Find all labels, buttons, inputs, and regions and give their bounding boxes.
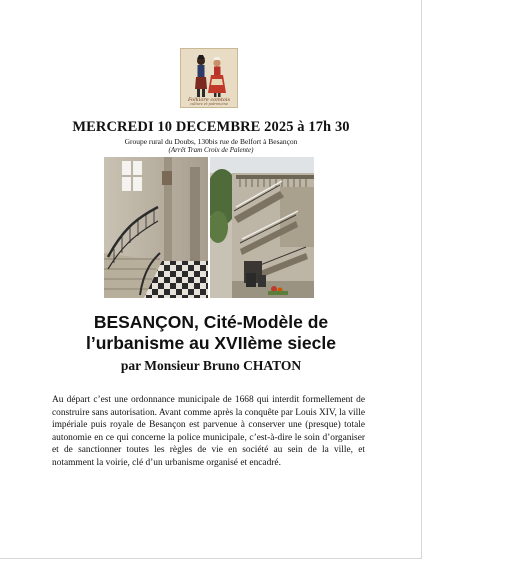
speaker-name: par Monsieur Bruno CHATON <box>120 358 302 373</box>
folklore-comtois-logo <box>180 48 238 108</box>
courtyard-staircase-photo <box>210 157 314 298</box>
page-edge-right <box>421 0 422 558</box>
staircase-interior-photo <box>104 157 208 298</box>
talk-title-line-2: l’urbanisme au XVIIème siecle <box>86 333 336 353</box>
page-edge-bottom <box>0 558 422 559</box>
talk-description: Au départ c’est une ordonnance municipale de 1668 qui interdit formellement de construire sans autorisation. Avant comme après la conquête par Louis XIV, la ville impériale puis royale de Besançon est parvenue à conserver une (presque) totale autonomie en ce qui concerne la police municipale, c’est-à-dire le soin d’organiser et de sanctionner toutes les règles de vie en société au sein de la ville, et notamment la voirie, clé d’un urbanisme organisé et encadré. <box>52 395 365 468</box>
talk-title-line-1: BESANÇON, Cité-Modèle de <box>93 312 329 332</box>
event-venue: Groupe rural du Doubs, 130bis rue de Belfort à Besançon <box>124 137 298 146</box>
event-transit-stop: (Arrêt Tram Croix de Palente) <box>168 146 254 154</box>
event-date-time: MERCREDI 10 DECEMBRE 2025 à 17h 30 <box>72 119 350 135</box>
talk-title <box>0 312 422 354</box>
logo-wordmark: Folklore comtois <box>187 97 231 103</box>
logo-tagline: culture et patrimoine <box>190 102 228 106</box>
